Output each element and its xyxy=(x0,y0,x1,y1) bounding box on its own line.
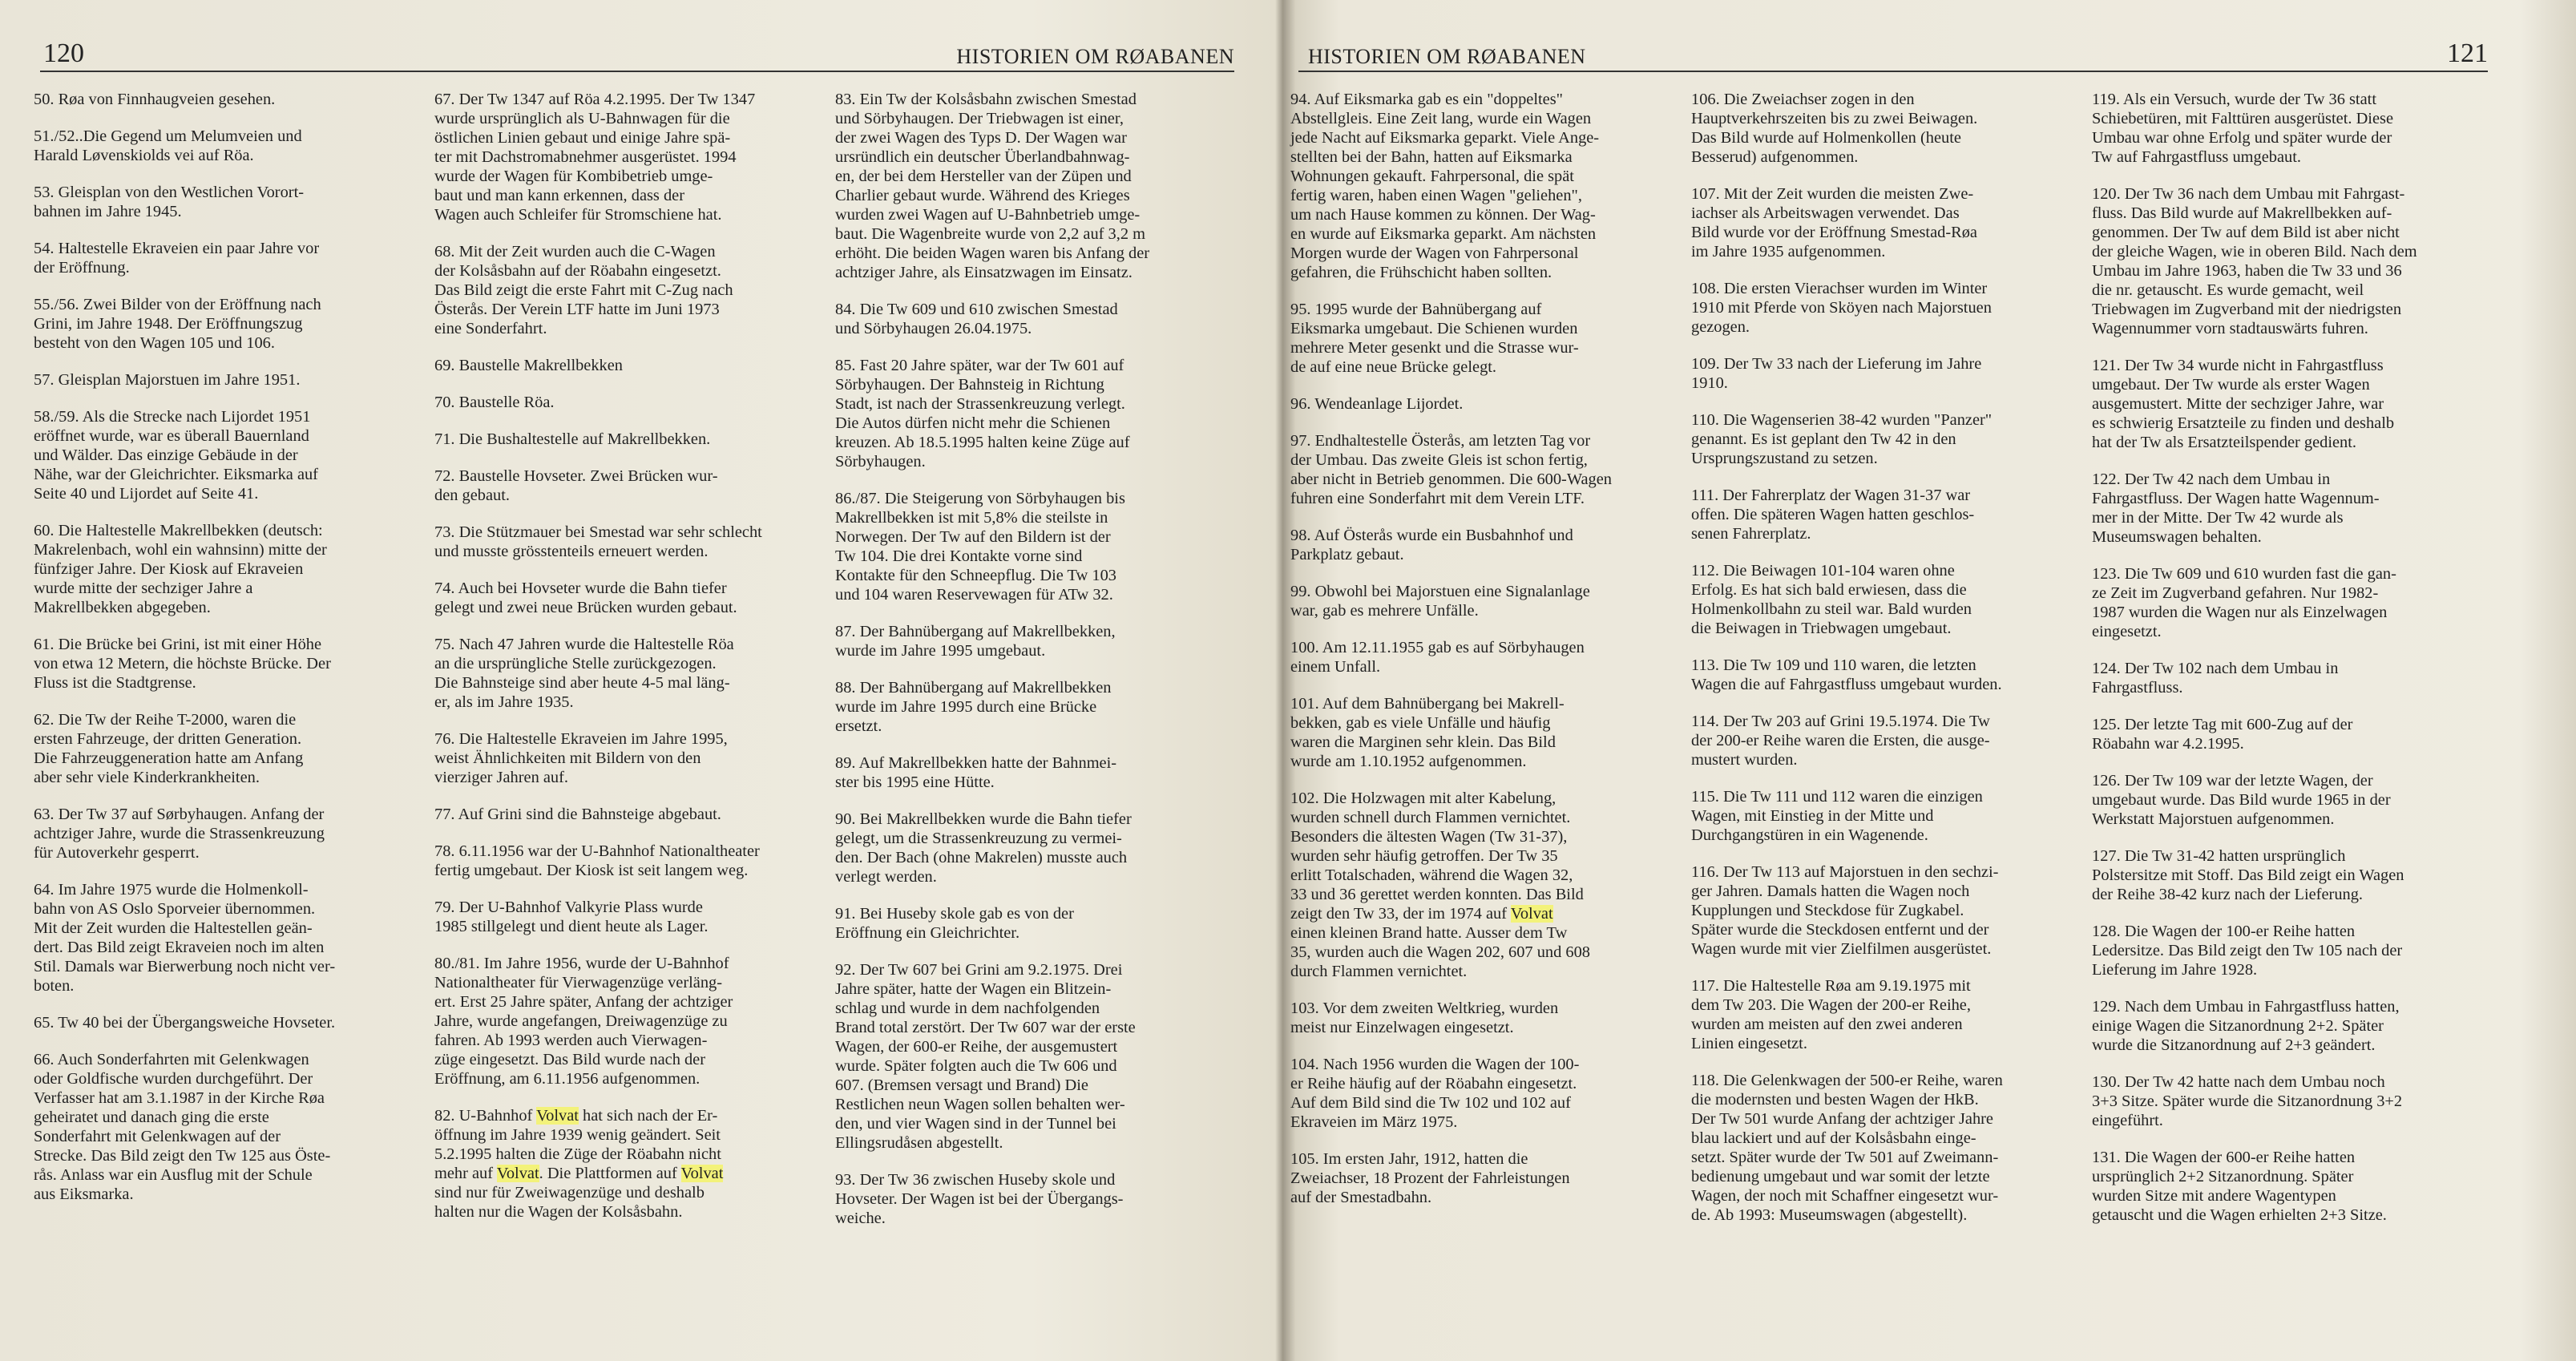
caption-paragraph: 115. Die Tw 111 und 112 waren die einzigen Wagen, mit Einstieg in der Mitte und Durchgangstüren in ein Wagenende. xyxy=(1691,788,1983,844)
caption-paragraph: 63. Der Tw 37 auf Sørbyhaugen. Anfang der achtziger Jahre, wurde die Strassenkreuzung für Autoverkehr gesperrt. xyxy=(34,806,325,862)
caption-column xyxy=(1290,90,1669,1242)
caption-paragraph: 127. Die Tw 31-42 hatten ursprünglich Polstersitze mit Stoff. Das Bild zeigt ein Wagen der Reihe 38-42 kurz nach der Lieferung. xyxy=(2092,847,2404,903)
caption-paragraph: 67. Der Tw 1347 auf Röa 4.2.1995. Der Tw 1347 wurde ursprünglich als U-Bahnwagen für die östlichen Linien gebaut und einige Jahre spä- ter mit Dachstromabnehmer ausgerüstet. 1994 wurde der Wagen für Kombibetrieb umge- baut und man kann erkennen, dass der Wagen auch Schleifer für Stromschiene hat. xyxy=(434,91,756,224)
highlighted-term: Volvat xyxy=(536,1107,579,1125)
caption-paragraph: 54. Haltestelle Ekraveien ein paar Jahre vor der Eröffnung. xyxy=(34,240,320,277)
caption-paragraph: 116. Der Tw 113 auf Majorstuen in den sechzi- ger Jahren. Damals hatten die Wagen noch Kupplungen und Steckdose für Zugkabel. Später wurde die Steckdosen entfernt und der Wagen wurde mit vier Zielfilmen ausgerüstet. xyxy=(1691,863,1999,958)
caption-paragraph: 105. Im ersten Jahr, 1912, hatten die Zweiachser, 18 Prozent der Fahrleistungen auf der Smestadbahn. xyxy=(1290,1150,1570,1206)
caption-paragraph: 92. Der Tw 607 bei Grini am 9.2.1975. Drei Jahre später, hatte der Wagen ein Blitzein- schlag und wurde in dem nachfolgenden Brand total zerstört. Der Tw 607 war der erste Wagen, der 600-er Reihe, der ausgemustert wurde. Später folgten auch die Tw 606 und 607. (Bremsen versagt und Brand) Die Restlichen neun Wagen sollen behalten wer- den, und vier Wagen sind in der Tunnel bei Ellingsrudåsen abgestellt. xyxy=(835,961,1136,1152)
caption-paragraph: 109. Der Tw 33 nach der Lieferung im Jahre 1910. xyxy=(1691,355,1982,392)
caption-paragraph: 83. Ein Tw der Kolsåsbahn zwischen Smestad und Sörbyhaugen. Der Triebwagen ist einer, der zwei Wagen des Typs D. Der Wagen war ursründlich ein deutscher Überlandbahnwag- en, der bei dem Hersteller van der Züpen und Charlier gebaut wurde. Während des Krieges wurden zwei Wagen auf U-Bahnbetrieb umge- baut. Die Wagenbreite wurde von 2,2 auf 3,2 m erhöht. Die beiden Wagen waren bis Anfang der achtziger Jahre, als Einsatzwagen im Einsatz. xyxy=(835,91,1150,281)
caption-column xyxy=(2092,90,2470,1242)
caption-paragraph: 126. Der Tw 109 war der letzte Wagen, der umgebaut wurde. Das Bild wurde 1965 in der Werkstatt Majorstuen aufgenommen. xyxy=(2092,772,2391,828)
caption-paragraph: 79. Der U-Bahnhof Valkyrie Plass wurde 1985 stillgelegt und dient heute als Lager. xyxy=(434,899,709,935)
left-caption-columns xyxy=(34,90,1236,1246)
caption-paragraph: 106. Die Zweiachser zogen in den Hauptverkehrszeiten bis zu zwei Beiwagen. Das Bild wurde auf Holmenkollen (heute Besserud) aufgenommen. xyxy=(1691,91,1978,166)
caption-paragraph: 84. Die Tw 609 und 610 zwischen Smestad und Sörbyhaugen 26.04.1975. xyxy=(835,301,1118,337)
caption-paragraph: 91. Bei Huseby skole gab es von der Eröffnung ein Gleichrichter. xyxy=(835,905,1074,942)
caption-paragraph: 58./59. Als die Strecke nach Lijordet 1951 eröffnet wurde, war es überall Bauernland und Wälder. Das einzige Gebäude in der Nähe, war der Gleichrichter. Eiksmarka auf Seite 40 und Lijordet auf Seite 41. xyxy=(34,408,318,503)
running-title: HISTORIEN OM RØABANEN xyxy=(956,45,1234,68)
caption-paragraph: 77. Auf Grini sind die Bahnsteige abgebaut. xyxy=(434,806,721,823)
caption-paragraph: 93. Der Tw 36 zwischen Huseby skole und Hovseter. Der Wagen ist bei der Übergangs- weiche. xyxy=(835,1171,1124,1227)
caption-paragraph: 51./52..Die Gegend um Melumveien und Harald Løvenskiolds vei auf Röa. xyxy=(34,127,302,164)
caption-paragraph: 74. Auch bei Hovseter wurde die Bahn tiefer gelegt und zwei neue Brücken wurden gebaut. xyxy=(434,580,737,616)
caption-paragraph: 118. Die Gelenkwagen der 500-er Reihe, waren die modernsten und besten Wagen der HkB. Der Tw 501 wurde Anfang der achtziger Jahre blau lackiert und auf der Kolsåsbahn einge- setzt. Später wurde der Tw 501 auf Zweimann- bedienung umgebaut und war somit der letzte Wagen, der noch mit Schaffner eingesetzt wur- de. Ab 1993: Museumswagen (abgestellt). xyxy=(1691,1072,2003,1224)
caption-paragraph: 129. Nach dem Umbau in Fahrgastfluss hatten, einige Wagen die Sitzanordnung 2+2. Später wurde die Sitzanordnung auf 2+3 geändert. xyxy=(2092,998,2400,1054)
caption-column xyxy=(34,90,412,1246)
caption-paragraph: 71. Die Bushaltestelle auf Makrellbekken. xyxy=(434,430,711,448)
caption-paragraph: 95. 1995 wurde der Bahnübergang auf Eiksmarka umgebaut. Die Schienen wurden mehrere Meter gesenkt und die Strasse wur- de auf eine neue Brücke gelegt. xyxy=(1290,301,1579,376)
caption-paragraph: 113. Die Tw 109 und 110 waren, die letzten Wagen die auf Fahrgastfluss umgebaut wurden. xyxy=(1691,656,2002,693)
caption-paragraph: 78. 6.11.1956 war der U-Bahnhof Nationaltheater fertig umgebaut. Der Kiosk ist seit langem weg. xyxy=(434,842,760,879)
caption-paragraph: 75. Nach 47 Jahren wurde die Haltestelle Röa an die ursprüngliche Stelle zurückgezogen. Die Bahnsteige sind aber heute 4-5 mal läng- er, als im Jahre 1935. xyxy=(434,636,734,711)
caption-paragraph: 128. Die Wagen der 100-er Reihe hatten Ledersitze. Das Bild zeigt den Tw 105 nach der Lieferung im Jahre 1928. xyxy=(2092,923,2403,979)
caption-paragraph: 66. Auch Sonderfahrten mit Gelenkwagen oder Goldfische wurden durchgeführt. Der Verfasser hat am 3.1.1987 in der Kirche Røa geheiratet und danach ging die erste Sonderfahrt mit Gelenkwagen auf der Strecke. Das Bild zeigt den Tw 125 aus Öste- rås. Anlass war ein Ausflug mit der Schule aus Eiksmarka. xyxy=(34,1051,331,1203)
caption-paragraph: 80./81. Im Jahre 1956, wurde der U-Bahnhof Nationaltheater für Vierwagenzüge verläng- ert. Erst 25 Jahre später, Anfang der achtziger Jahre, wurde angefangen, Dreiwagenzüge zu fahren. Ab 1993 werden auch Vierwagen- züge eingesetzt. Das Bild wurde nach der Eröffnung, am 6.11.1956 aufgenommen. xyxy=(434,955,733,1088)
caption-paragraph: 86./87. Die Steigerung von Sörbyhaugen bis Makrellbekken ist mit 5,8% die steilste in Norwegen. Der Tw auf den Bildern ist der Tw 104. Die drei Kontakte vorne sind Kontakte für den Schneepflug. Die Tw 103 und 104 waren Reservewagen für ATw 32. xyxy=(835,490,1125,604)
caption-paragraph: 119. Als ein Versuch, wurde der Tw 36 statt Schiebetüren, mit Falttüren ausgerüstet. Diese Umbau war ohne Erfolg und später wurde der Tw auf Fahrgastfluss umgebaut. xyxy=(2092,91,2393,166)
caption-paragraph: 98. Auf Österås wurde ein Busbahnhof und Parkplatz gebaut. xyxy=(1290,527,1573,563)
caption-paragraph: 85. Fast 20 Jahre später, war der Tw 601 auf Sörbyhaugen. Der Bahnsteig in Richtung Stadt, ist nach der Strassenkreuzung verlegt. Die Autos dürfen nicht mehr die Schienen kreuzen. Ab 18.5.1995 halten keine Züge auf Sörbyhaugen. xyxy=(835,357,1130,470)
caption-paragraph: 102. Die Holzwagen mit alter Kabelung, wurden schnell durch Flammen vernichtet. Besonders die ältesten Wagen (Tw 31-37), wurden sehr häufig getroffen. Der Tw 35 erlitt Totalschaden, während die Wagen 32, 33 und 36 gerettet werden konnten. Das Bild zeigt den Tw 33, der im 1974 auf Volvat einen kleinen Brand hatte. Ausser dem Tw 35, wurden auch die Wagen 202, 607 und 608 durch Flammen vernichtet. xyxy=(1290,790,1590,980)
caption-paragraph: 90. Bei Makrellbekken wurde die Bahn tiefer gelegt, um die Strassenkreuzung zu vermei- den. Der Bach (ohne Makrelen) musste auch verlegt werden. xyxy=(835,810,1132,886)
caption-paragraph: 111. Der Fahrerplatz der Wagen 31-37 war offen. Die späteren Wagen hatten geschlos- senen Fahrerplatz. xyxy=(1691,487,1975,543)
left-page xyxy=(0,0,1266,1361)
right-page xyxy=(1290,0,2576,1361)
caption-paragraph: 62. Die Tw der Reihe T-2000, waren die ersten Fahrzeuge, der dritten Generation. Die Fahrzeuggeneration hatte am Anfang aber sehr viele Kinderkrankheiten. xyxy=(34,711,304,786)
caption-paragraph: 53. Gleisplan von den Westlichen Vorort- bahnen im Jahre 1945. xyxy=(34,184,305,220)
caption-paragraph: 100. Am 12.11.1955 gab es auf Sörbyhaugen einem Unfall. xyxy=(1290,639,1585,676)
highlighted-term: Volvat xyxy=(1510,905,1553,923)
caption-paragraph: 60. Die Haltestelle Makrellbekken (deutsch: Makrelenbach, wohl ein wahnsinn) mitte der fünfziger Jahre. Der Kiosk auf Ekraveien wurde mitte der sechziger Jahre a Makrellbekken abgegeben. xyxy=(34,522,327,616)
caption-paragraph: 68. Mit der Zeit wurden auch die C-Wagen der Kolsåsbahn auf der Röabahn eingesetzt. Das Bild zeigt die erste Fahrt mit C-Zug nach Österås. Der Verein LTF hatte im Juni 1973 eine Sonderfahrt. xyxy=(434,243,733,337)
right-caption-columns xyxy=(1290,90,2493,1242)
caption-paragraph: 70. Baustelle Röa. xyxy=(434,394,555,411)
page-number: 121 xyxy=(2447,38,2488,68)
caption-paragraph: 122. Der Tw 42 nach dem Umbau in Fahrgastfluss. Der Wagen hatte Wagennum- mer in der Mitte. Der Tw 42 wurde als Museumswagen behalten. xyxy=(2092,470,2380,546)
running-title: HISTORIEN OM RØABANEN xyxy=(1308,45,1586,68)
caption-paragraph: 130. Der Tw 42 hatte nach dem Umbau noch 3+3 Sitze. Später wurde die Sitzanordnung 3+2 eingeführt. xyxy=(2092,1073,2403,1129)
caption-paragraph: 101. Auf dem Bahnübergang bei Makrell- bekken, gab es viele Unfälle und häufig waren die Marginen sehr klein. Das Bild wurde am 1.10.1952 aufgenommen. xyxy=(1290,695,1565,770)
caption-paragraph: 103. Vor dem zweiten Weltkrieg, wurden meist nur Einzelwagen eingesetzt. xyxy=(1290,1000,1559,1036)
left-page-header xyxy=(40,38,1234,72)
caption-paragraph: 88. Der Bahnübergang auf Makrellbekken wurde im Jahre 1995 durch eine Brücke ersetzt. xyxy=(835,679,1112,735)
caption-paragraph: 104. Nach 1956 wurden die Wagen der 100- er Reihe häufig auf der Röabahn eingesetzt. Auf dem Bild sind die Tw 102 und 102 auf Ekraveien im März 1975. xyxy=(1290,1056,1580,1131)
caption-paragraph: 69. Baustelle Makrellbekken xyxy=(434,357,623,374)
caption-paragraph: 61. Die Brücke bei Grini, ist mit einer Höhe von etwa 12 Metern, die höchste Brücke. Der Fluss ist die Stadtgrense. xyxy=(34,636,331,692)
caption-paragraph: 72. Baustelle Hovseter. Zwei Brücken wur- den gebaut. xyxy=(434,467,718,504)
caption-paragraph: 76. Die Haltestelle Ekraveien im Jahre 1995, weist Ähnlichkeiten mit Bildern von den vierziger Jahren auf. xyxy=(434,730,728,786)
caption-paragraph: 124. Der Tw 102 nach dem Umbau in Fahrgastfluss. xyxy=(2092,660,2339,697)
right-page-header xyxy=(1298,38,2488,72)
caption-paragraph: 96. Wendeanlage Lijordet. xyxy=(1290,395,1464,413)
caption-paragraph: 64. Im Jahre 1975 wurde die Holmenkoll- bahn von AS Oslo Sporveier übernommen. Mit der Zeit wurden die Haltestellen geän- dert. Das Bild zeigt Ekraveien noch im alten Stil. Damals war Bierwerbung noch nicht ver- boten. xyxy=(34,881,336,995)
caption-paragraph: 120. Der Tw 36 nach dem Umbau mit Fahrgast- fluss. Das Bild wurde auf Makrellbekken auf- genommen. Der Tw auf dem Bild ist aber nicht der gleiche Wagen, wie in oberen Bild. Nach dem Umbau im Jahre 1963, haben die Tw 33 und 36 die nr. getauscht. Es wurde gemacht, weil Triebwagen im Zugverband mit der niedrigsten Wagennummer vorn stadtauswärts fuhren. xyxy=(2092,185,2417,337)
caption-paragraph: 50. Røa von Finnhaugveien gesehen. xyxy=(34,91,276,108)
highlighted-term: Volvat xyxy=(680,1165,724,1182)
caption-paragraph: 131. Die Wagen der 600-er Reihe hatten ursprünglich 2+2 Sitzanordnung. Später wurden Sitze mit andere Wagentypen getauscht und die Wagen erhielten 2+3 Sitze. xyxy=(2092,1149,2387,1224)
caption-paragraph: 112. Die Beiwagen 101-104 waren ohne Erfolg. Es hat sich bald erwiesen, dass die Holmenkollbahn zu steil war. Bald wurden die Beiwagen in Triebwagen umgebaut. xyxy=(1691,562,1972,637)
caption-paragraph: 73. Die Stützmauer bei Smestad war sehr schlecht und musste grösstenteils erneuert werden. xyxy=(434,523,762,560)
highlighted-term: Volvat xyxy=(496,1165,539,1182)
caption-column xyxy=(835,90,1213,1246)
caption-paragraph: 82. U-Bahnhof Volvat hat sich nach der Er- öffnung im Jahre 1939 wenig geändert. Seit 5.2.1995 halten die Züge der Röabahn nicht mehr auf Volvat. Die Plattformen auf Volvat sind nur für Zweiwagenzüge und deshalb halten nur die Wagen der Kolsåsbahn. xyxy=(434,1107,724,1221)
caption-paragraph: 89. Auf Makrellbekken hatte der Bahnmei- ster bis 1995 eine Hütte. xyxy=(835,754,1117,791)
caption-paragraph: 87. Der Bahnübergang auf Makrellbekken, wurde im Jahre 1995 umgebaut. xyxy=(835,623,1116,660)
caption-paragraph: 125. Der letzte Tag mit 600-Zug auf der Röabahn war 4.2.1995. xyxy=(2092,716,2353,753)
caption-column xyxy=(434,90,813,1246)
caption-column xyxy=(1691,90,2069,1242)
caption-paragraph: 123. Die Tw 609 und 610 wurden fast die gan- ze Zeit im Zugverband gefahren. Nur 1982- 1987 wurden die Wagen nur als Einzelwagen eingesetzt. xyxy=(2092,565,2396,640)
caption-paragraph: 114. Der Tw 203 auf Grini 19.5.1974. Die Tw der 200-er Reihe waren die Ersten, die ausge- mustert wurden. xyxy=(1691,713,1990,769)
caption-paragraph: 97. Endhaltestelle Österås, am letzten Tag vor der Umbau. Das zweite Gleis ist schon fertig, aber nicht in Betrieb genommen. Die 600-Wagen fuhren eine Sonderfahrt mit dem Verein LTF. xyxy=(1290,432,1612,507)
caption-paragraph: 110. Die Wagenserien 38-42 wurden "Panzer" genannt. Es ist geplant den Tw 42 in den Ursprungszustand zu setzen. xyxy=(1691,411,1993,467)
page-edge xyxy=(2520,0,2576,1361)
caption-paragraph: 108. Die ersten Vierachser wurden im Winter 1910 mit Pferde von Sköyen nach Majorstuen gezogen. xyxy=(1691,280,1992,336)
caption-paragraph: 65. Tw 40 bei der Übergangsweiche Hovseter. xyxy=(34,1014,336,1032)
caption-paragraph: 99. Obwohl bei Majorstuen eine Signalanlage war, gab es mehrere Unfälle. xyxy=(1290,583,1590,620)
caption-paragraph: 94. Auf Eiksmarka gab es ein "doppeltes" Abstellgleis. Eine Zeit lang, wurde ein Wagen jede Nacht auf Eiksmarka geparkt. Viele Ange- stellten bei der Bahn, hatten auf Eiksmarka Wohnungen gekauft. Fahrpersonal, die spät fertig waren, haben einen Wagen "geliehen", um nach Hause kommen zu können. Der Wag- en wurde auf Eiksmarka geparkt. Am nächsten Morgen wurde der Wagen von Fahrpersonal gefahren, die Frühschicht haben sollten. xyxy=(1290,91,1600,281)
caption-paragraph: 121. Der Tw 34 wurde nicht in Fahrgastfluss umgebaut. Der Tw wurde als erster Wagen ausgemustert. Mitte der sechziger Jahre, war es schwierig Ersatzteile zu finden und deshalb hat der Tw als Ersatzteilspender gedient. xyxy=(2092,357,2395,451)
caption-paragraph: 55./56. Zwei Bilder von der Eröffnung nach Grini, im Jahre 1948. Der Eröffnungszug besteht von den Wagen 105 und 106. xyxy=(34,296,321,352)
caption-paragraph: 117. Die Haltestelle Røa am 9.19.1975 mit dem Tw 203. Die Wagen der 200-er Reihe, wurden am meisten auf den zwei anderen Linien eingesetzt. xyxy=(1691,977,1971,1052)
caption-paragraph: 107. Mit der Zeit wurden die meisten Zwe- iachser als Arbeitswagen verwendet. Das Bild wurde vor der Eröffnung Smestad-Røa im Jahre 1935 aufgenommen. xyxy=(1691,185,1977,260)
caption-paragraph: 57. Gleisplan Majorstuen im Jahre 1951. xyxy=(34,371,301,389)
page-number: 120 xyxy=(43,38,84,68)
